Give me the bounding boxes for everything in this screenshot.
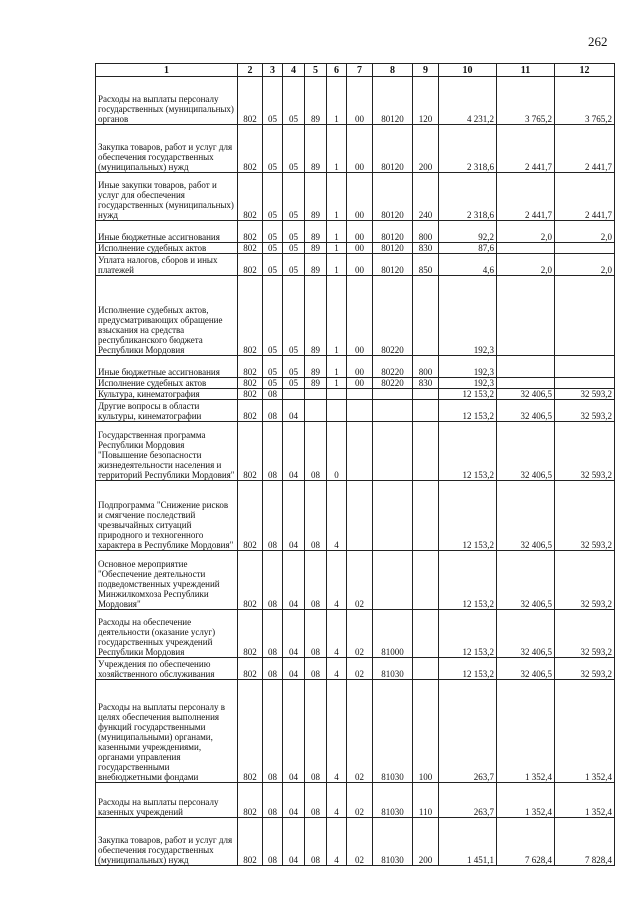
subprogram-code-cell: 1 <box>327 356 347 378</box>
subprogram-code-cell: 4 <box>327 481 347 551</box>
expense-type-code-cell: 100 <box>413 680 439 783</box>
amount-2020-cell: 12 153,2 <box>439 551 497 610</box>
direction-code-cell: 80220 <box>373 356 413 378</box>
event-code-cell: 00 <box>347 254 373 276</box>
program-code-cell: 08 <box>305 680 327 783</box>
amount-2021-cell: 32 406,5 <box>497 658 555 680</box>
program-code-cell: 89 <box>305 276 327 356</box>
amount-2020-cell: 12 153,2 <box>439 610 497 658</box>
amount-2021-cell <box>497 378 555 389</box>
amount-2022-cell: 32 593,2 <box>555 551 615 610</box>
event-code-cell: 02 <box>347 610 373 658</box>
section-code-cell: 05 <box>263 356 283 378</box>
direction-code-cell <box>373 389 413 400</box>
direction-code-cell: 80120 <box>373 173 413 221</box>
grbs-code-cell: 802 <box>238 378 263 389</box>
amount-2021-cell: 32 406,5 <box>497 481 555 551</box>
amount-2021-cell: 32 406,5 <box>497 400 555 422</box>
table-row <box>96 276 615 356</box>
header-row <box>96 64 615 77</box>
grbs-code-cell: 802 <box>238 818 263 866</box>
header-cell: 11 <box>497 64 555 77</box>
amount-2021-cell <box>497 243 555 254</box>
amount-2020-cell: 192,3 <box>439 356 497 378</box>
subsection-code-cell: 04 <box>283 818 305 866</box>
grbs-code-cell: 802 <box>238 783 263 818</box>
header-cell: 5 <box>305 64 327 77</box>
program-code-cell: 08 <box>305 783 327 818</box>
section-code-cell: 05 <box>263 221 283 243</box>
table-row <box>96 551 615 610</box>
row-name-cell: Учреждения по обеспечению хозяйственного обслуживания <box>96 658 238 680</box>
subprogram-code-cell <box>327 400 347 422</box>
grbs-code-cell: 802 <box>238 173 263 221</box>
subprogram-code-cell: 4 <box>327 658 347 680</box>
amount-2022-cell <box>555 356 615 378</box>
amount-2020-cell: 263,7 <box>439 783 497 818</box>
grbs-code-cell: 802 <box>238 276 263 356</box>
table-row <box>96 680 615 783</box>
amount-2020-cell: 12 153,2 <box>439 422 497 481</box>
subprogram-code-cell: 4 <box>327 818 347 866</box>
event-code-cell: 00 <box>347 221 373 243</box>
grbs-code-cell: 802 <box>238 243 263 254</box>
amount-2022-cell: 32 593,2 <box>555 389 615 400</box>
subprogram-code-cell: 1 <box>327 254 347 276</box>
direction-code-cell <box>373 551 413 610</box>
amount-2022-cell: 32 593,2 <box>555 481 615 551</box>
subsection-code-cell: 04 <box>283 658 305 680</box>
amount-2020-cell: 2 318,6 <box>439 125 497 173</box>
grbs-code-cell: 802 <box>238 680 263 783</box>
header-cell: 2 <box>238 64 263 77</box>
direction-code-cell: 80220 <box>373 378 413 389</box>
program-code-cell: 08 <box>305 422 327 481</box>
amount-2022-cell: 7 828,4 <box>555 818 615 866</box>
subsection-code-cell: 05 <box>283 378 305 389</box>
direction-code-cell: 81000 <box>373 610 413 658</box>
amount-2021-cell: 32 406,5 <box>497 610 555 658</box>
expense-type-code-cell: 830 <box>413 378 439 389</box>
event-code-cell: 00 <box>347 243 373 254</box>
table-row <box>96 243 615 254</box>
event-code-cell <box>347 481 373 551</box>
amount-2020-cell: 12 153,2 <box>439 400 497 422</box>
subsection-code-cell: 05 <box>283 125 305 173</box>
expense-type-code-cell: 110 <box>413 783 439 818</box>
expense-type-code-cell <box>413 276 439 356</box>
header-cell: 12 <box>555 64 615 77</box>
amount-2021-cell: 2 441,7 <box>497 173 555 221</box>
event-code-cell <box>347 400 373 422</box>
amount-2021-cell: 7 628,4 <box>497 818 555 866</box>
event-code-cell: 02 <box>347 551 373 610</box>
section-code-cell: 08 <box>263 658 283 680</box>
table-row <box>96 389 615 400</box>
expense-type-code-cell: 850 <box>413 254 439 276</box>
row-name-cell: Расходы на выплаты персоналу в целях обеспечения выполнения функций государственными (муниципальными) органами, казенными учреждениями, органами управления государственными внебюджетными фондами <box>96 680 238 783</box>
subsection-code-cell: 05 <box>283 173 305 221</box>
grbs-code-cell: 802 <box>238 254 263 276</box>
header-cell: 9 <box>413 64 439 77</box>
amount-2021-cell <box>497 276 555 356</box>
grbs-code-cell: 802 <box>238 125 263 173</box>
header-cell: 1 <box>96 64 238 77</box>
amount-2020-cell: 12 153,2 <box>439 389 497 400</box>
row-name-cell: Исполнение судебных актов <box>96 243 238 254</box>
program-code-cell: 08 <box>305 658 327 680</box>
table-row <box>96 400 615 422</box>
subsection-code-cell: 05 <box>283 356 305 378</box>
row-name-cell: Иные бюджетные ассигнования <box>96 356 238 378</box>
table-row <box>96 254 615 276</box>
row-name-cell: Закупка товаров, работ и услуг для обеспечения государственных (муниципальных) нужд <box>96 818 238 866</box>
table-row <box>96 658 615 680</box>
grbs-code-cell: 802 <box>238 389 263 400</box>
row-name-cell: Иные бюджетные ассигнования <box>96 221 238 243</box>
budget-table <box>95 63 615 866</box>
subsection-code-cell <box>283 389 305 400</box>
amount-2020-cell: 92,2 <box>439 221 497 243</box>
amount-2020-cell: 12 153,2 <box>439 658 497 680</box>
direction-code-cell: 80120 <box>373 221 413 243</box>
direction-code-cell <box>373 400 413 422</box>
grbs-code-cell: 802 <box>238 77 263 125</box>
subprogram-code-cell: 1 <box>327 243 347 254</box>
subprogram-code-cell: 4 <box>327 783 347 818</box>
header-cell: 7 <box>347 64 373 77</box>
row-name-cell: Государственная программа Республики Мордовия "Повышение безопасности жизнедеятельности населения и территорий Республики Мордовия" <box>96 422 238 481</box>
program-code-cell: 08 <box>305 551 327 610</box>
section-code-cell: 08 <box>263 680 283 783</box>
amount-2020-cell: 4 231,2 <box>439 77 497 125</box>
row-name-cell: Закупка товаров, работ и услуг для обеспечения государственных (муниципальных) нужд <box>96 125 238 173</box>
direction-code-cell <box>373 481 413 551</box>
direction-code-cell: 80120 <box>373 77 413 125</box>
table-row <box>96 356 615 378</box>
amount-2022-cell: 2,0 <box>555 254 615 276</box>
event-code-cell: 00 <box>347 125 373 173</box>
grbs-code-cell: 802 <box>238 658 263 680</box>
amount-2022-cell: 1 352,4 <box>555 783 615 818</box>
expense-type-code-cell: 120 <box>413 77 439 125</box>
direction-code-cell: 80120 <box>373 125 413 173</box>
amount-2022-cell: 32 593,2 <box>555 610 615 658</box>
direction-code-cell: 80120 <box>373 254 413 276</box>
amount-2021-cell: 2,0 <box>497 221 555 243</box>
section-code-cell: 05 <box>263 276 283 356</box>
event-code-cell <box>347 422 373 481</box>
expense-type-code-cell <box>413 658 439 680</box>
event-code-cell: 00 <box>347 276 373 356</box>
table-row <box>96 422 615 481</box>
grbs-code-cell: 802 <box>238 356 263 378</box>
header-cell: 8 <box>373 64 413 77</box>
section-code-cell: 08 <box>263 422 283 481</box>
amount-2022-cell <box>555 276 615 356</box>
grbs-code-cell: 802 <box>238 422 263 481</box>
subsection-code-cell: 04 <box>283 783 305 818</box>
row-name-cell: Расходы на выплаты персоналу казенных учреждений <box>96 783 238 818</box>
direction-code-cell: 81030 <box>373 783 413 818</box>
amount-2021-cell: 2 441,7 <box>497 125 555 173</box>
row-name-cell: Исполнение судебных актов, предусматривающих обращение взыскания на средства республиканского бюджета Республики Мордовия <box>96 276 238 356</box>
subsection-code-cell: 05 <box>283 243 305 254</box>
subsection-code-cell: 05 <box>283 77 305 125</box>
subsection-code-cell: 05 <box>283 254 305 276</box>
event-code-cell <box>347 389 373 400</box>
table-body <box>96 77 615 866</box>
table-row <box>96 221 615 243</box>
program-code-cell: 89 <box>305 221 327 243</box>
row-name-cell: Основное мероприятие "Обеспечение деятельности подведомственных учреждений Минжилкомхоза Республики Мордовия" <box>96 551 238 610</box>
subprogram-code-cell: 1 <box>327 221 347 243</box>
section-code-cell: 05 <box>263 254 283 276</box>
subsection-code-cell: 04 <box>283 481 305 551</box>
subsection-code-cell: 04 <box>283 680 305 783</box>
program-code-cell: 89 <box>305 378 327 389</box>
amount-2022-cell <box>555 243 615 254</box>
subsection-code-cell: 05 <box>283 221 305 243</box>
program-code-cell: 08 <box>305 818 327 866</box>
expense-type-code-cell: 830 <box>413 243 439 254</box>
table-row <box>96 77 615 125</box>
section-code-cell: 08 <box>263 400 283 422</box>
amount-2021-cell: 32 406,5 <box>497 422 555 481</box>
amount-2022-cell: 2 441,7 <box>555 173 615 221</box>
section-code-cell: 08 <box>263 783 283 818</box>
direction-code-cell: 80220 <box>373 276 413 356</box>
section-code-cell: 05 <box>263 125 283 173</box>
subprogram-code-cell: 0 <box>327 422 347 481</box>
page-number: 262 <box>588 34 608 49</box>
grbs-code-cell: 802 <box>238 481 263 551</box>
direction-code-cell: 81030 <box>373 680 413 783</box>
expense-type-code-cell: 800 <box>413 221 439 243</box>
program-code-cell: 89 <box>305 356 327 378</box>
section-code-cell: 08 <box>263 389 283 400</box>
amount-2020-cell: 192,3 <box>439 378 497 389</box>
subprogram-code-cell: 1 <box>327 378 347 389</box>
amount-2020-cell: 1 451,1 <box>439 818 497 866</box>
section-code-cell: 05 <box>263 173 283 221</box>
program-code-cell: 89 <box>305 173 327 221</box>
subsection-code-cell: 05 <box>283 276 305 356</box>
expense-type-code-cell: 200 <box>413 818 439 866</box>
event-code-cell: 00 <box>347 356 373 378</box>
subprogram-code-cell: 1 <box>327 276 347 356</box>
subprogram-code-cell: 1 <box>327 77 347 125</box>
table-row <box>96 783 615 818</box>
expense-type-code-cell <box>413 551 439 610</box>
amount-2020-cell: 263,7 <box>439 680 497 783</box>
amount-2022-cell: 2,0 <box>555 221 615 243</box>
amount-2021-cell: 3 765,2 <box>497 77 555 125</box>
header-cell: 3 <box>263 64 283 77</box>
event-code-cell: 02 <box>347 783 373 818</box>
subprogram-code-cell: 4 <box>327 680 347 783</box>
amount-2021-cell: 1 352,4 <box>497 783 555 818</box>
event-code-cell: 00 <box>347 173 373 221</box>
row-name-cell: Исполнение судебных актов <box>96 378 238 389</box>
program-code-cell: 89 <box>305 243 327 254</box>
program-code-cell: 89 <box>305 77 327 125</box>
header-cell: 4 <box>283 64 305 77</box>
amount-2020-cell: 2 318,6 <box>439 173 497 221</box>
amount-2022-cell: 32 593,2 <box>555 400 615 422</box>
subsection-code-cell: 04 <box>283 610 305 658</box>
amount-2021-cell: 2,0 <box>497 254 555 276</box>
row-name-cell: Иные закупки товаров, работ и услуг для обеспечения государственных (муниципальных) нужд <box>96 173 238 221</box>
table-row <box>96 378 615 389</box>
expense-type-code-cell <box>413 389 439 400</box>
row-name-cell: Расходы на обеспечение деятельности (оказание услуг) государственных учреждений Республики Мордовия <box>96 610 238 658</box>
event-code-cell: 02 <box>347 680 373 783</box>
amount-2022-cell: 2 441,7 <box>555 125 615 173</box>
header-cell: 10 <box>439 64 497 77</box>
grbs-code-cell: 802 <box>238 610 263 658</box>
table-row <box>96 481 615 551</box>
program-code-cell: 89 <box>305 125 327 173</box>
row-name-cell: Уплата налогов, сборов и иных платежей <box>96 254 238 276</box>
program-code-cell <box>305 400 327 422</box>
amount-2022-cell: 3 765,2 <box>555 77 615 125</box>
amount-2021-cell <box>497 356 555 378</box>
expense-type-code-cell <box>413 422 439 481</box>
amount-2022-cell: 32 593,2 <box>555 422 615 481</box>
event-code-cell: 02 <box>347 658 373 680</box>
amount-2020-cell: 192,3 <box>439 276 497 356</box>
subsection-code-cell: 04 <box>283 551 305 610</box>
row-name-cell: Другие вопросы в области культуры, кинематографии <box>96 400 238 422</box>
subsection-code-cell: 04 <box>283 422 305 481</box>
subprogram-code-cell <box>327 389 347 400</box>
section-code-cell: 05 <box>263 243 283 254</box>
section-code-cell: 08 <box>263 481 283 551</box>
subprogram-code-cell: 4 <box>327 610 347 658</box>
direction-code-cell: 80120 <box>373 243 413 254</box>
section-code-cell: 08 <box>263 551 283 610</box>
grbs-code-cell: 802 <box>238 551 263 610</box>
program-code-cell: 08 <box>305 481 327 551</box>
direction-code-cell: 81030 <box>373 818 413 866</box>
event-code-cell: 00 <box>347 77 373 125</box>
row-name-cell: Расходы на выплаты персоналу государственных (муниципальных) органов <box>96 77 238 125</box>
grbs-code-cell: 802 <box>238 400 263 422</box>
header-cell: 6 <box>327 64 347 77</box>
subprogram-code-cell: 1 <box>327 173 347 221</box>
amount-2021-cell: 32 406,5 <box>497 389 555 400</box>
row-name-cell: Подпрограмма "Снижение рисков и смягчение последствий чрезвычайных ситуаций природного и техногенного характера в Республике Мордовия" <box>96 481 238 551</box>
program-code-cell: 08 <box>305 610 327 658</box>
event-code-cell: 00 <box>347 378 373 389</box>
section-code-cell: 08 <box>263 818 283 866</box>
amount-2021-cell: 32 406,5 <box>497 551 555 610</box>
expense-type-code-cell: 800 <box>413 356 439 378</box>
program-code-cell: 89 <box>305 254 327 276</box>
table-row <box>96 125 615 173</box>
section-code-cell: 05 <box>263 77 283 125</box>
row-name-cell: Культура, кинематография <box>96 389 238 400</box>
subprogram-code-cell: 1 <box>327 125 347 173</box>
expense-type-code-cell <box>413 610 439 658</box>
expense-type-code-cell <box>413 481 439 551</box>
grbs-code-cell: 802 <box>238 221 263 243</box>
expense-type-code-cell: 240 <box>413 173 439 221</box>
amount-2020-cell: 12 153,2 <box>439 481 497 551</box>
program-code-cell <box>305 389 327 400</box>
subprogram-code-cell: 4 <box>327 551 347 610</box>
expense-type-code-cell: 200 <box>413 125 439 173</box>
subsection-code-cell: 04 <box>283 400 305 422</box>
section-code-cell: 08 <box>263 610 283 658</box>
direction-code-cell <box>373 422 413 481</box>
direction-code-cell: 81030 <box>373 658 413 680</box>
table-row <box>96 610 615 658</box>
expense-type-code-cell <box>413 400 439 422</box>
event-code-cell: 02 <box>347 818 373 866</box>
amount-2022-cell: 32 593,2 <box>555 658 615 680</box>
table-row <box>96 818 615 866</box>
table-row <box>96 173 615 221</box>
amount-2021-cell: 1 352,4 <box>497 680 555 783</box>
amount-2020-cell: 87,6 <box>439 243 497 254</box>
amount-2020-cell: 4,6 <box>439 254 497 276</box>
amount-2022-cell: 1 352,4 <box>555 680 615 783</box>
amount-2022-cell <box>555 378 615 389</box>
section-code-cell: 05 <box>263 378 283 389</box>
